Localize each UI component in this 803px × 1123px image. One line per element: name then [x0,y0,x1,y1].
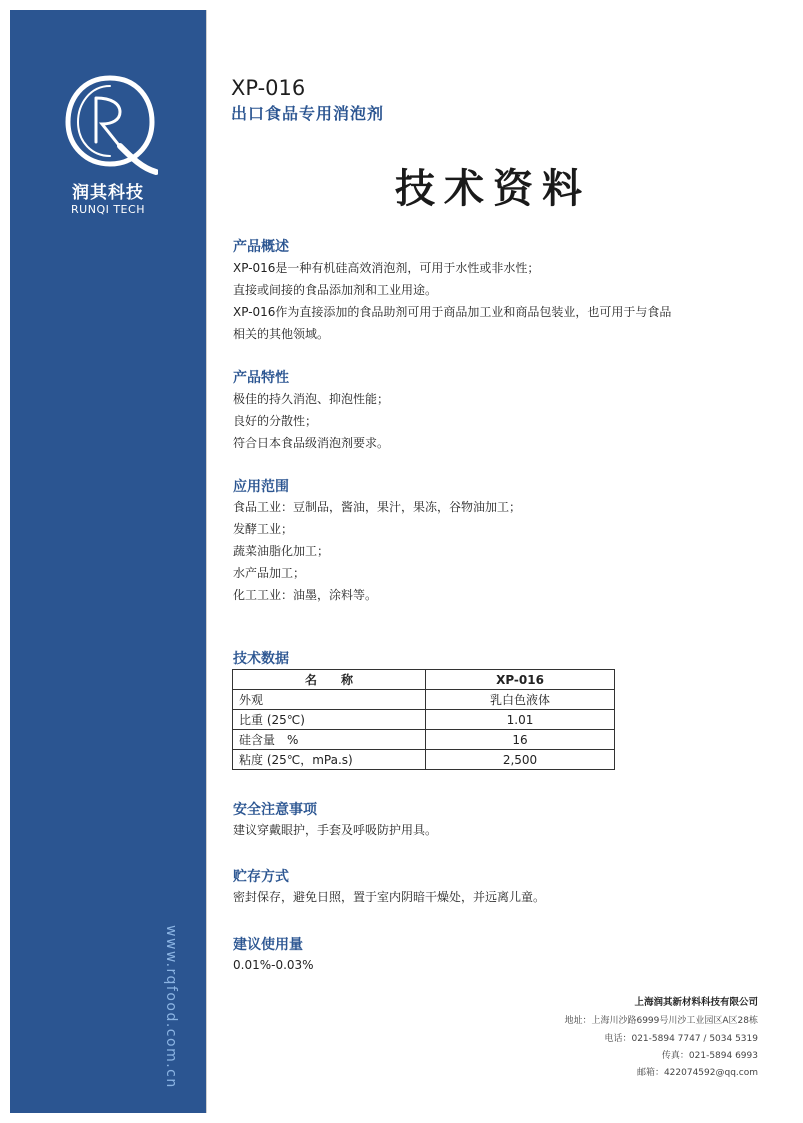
text-line: 建议穿戴眼护，手套及呼吸防护用具。 [233,823,438,837]
table-cell: 比重 (25℃) [233,710,426,730]
table-row [233,730,615,750]
table-row [233,750,615,770]
company-name: 上海润其新材料科技有限公司 [634,997,758,1008]
text-line: 水产品加工； [233,566,306,580]
features-text [233,388,389,454]
page-divider [206,10,207,1113]
document-title: 技术资料 [395,166,591,212]
text-line: 符合日本食品级消泡剂要求。 [233,436,390,450]
table-cell: 硅含量 % [233,730,426,750]
company-phone: 电话：021-5894 7747 / 5034 5319 [604,1034,758,1044]
text-line: 化工工业：油墨，涂料等。 [233,588,378,602]
safety-heading: 安全注意事项 [233,802,317,818]
company-email[interactable]: 邮箱：422074592@qq.com [636,1068,758,1078]
text-line: XP-016是一种有机硅高效消泡剂，可用于水性或非水性； [233,261,540,275]
table-cell: 粘度 (25℃，mPa.s) [233,750,426,770]
text-line: 发酵工业； [233,522,294,536]
text-line: 密封保存，避免日照，置于室内阴暗干燥处，并远离儿童。 [233,890,546,904]
table-row [233,710,615,730]
tech-data-heading: 技术数据 [233,651,289,667]
text-line: 极佳的持久消泡、抑泡性能； [233,392,390,406]
company-logo-icon [62,72,158,176]
table-header-cell: 名 称 [233,670,426,690]
brand-name-cn: 润其科技 [72,183,144,203]
table-header-cell: XP-016 [426,670,615,690]
website-link[interactable]: www.rqfood.com.cn [163,925,179,1089]
dosage-text [233,954,314,976]
table-cell: 乳白色液体 [426,690,615,710]
company-fax: 传真：021-5894 6993 [661,1051,758,1061]
applications-text [233,496,521,606]
storage-text [233,886,545,908]
company-address: 地址：上海川沙路6999号川沙工业园区A区28栋 [564,1016,758,1026]
safety-text [233,819,437,841]
text-line: 相关的其他领域。 [233,327,330,341]
text-line: 直接或间接的食品添加剂和工业用途。 [233,283,438,297]
product-name: 出口食品专用消泡剂 [231,104,385,123]
text-line: XP-016作为直接添加的食品助剂可用于商品加工业和商品包装业，也可用于与食品 [233,305,672,319]
product-code: XP-016 [231,76,306,100]
tech-data-table [232,669,615,770]
brand-name-en: RUNQI TECH [71,203,145,216]
features-heading: 产品特性 [233,370,289,386]
text-line: 蔬菜油脂化加工； [233,544,330,558]
text-line: 食品工业：豆制品，酱油，果汁，果冻，谷物油加工； [233,500,522,514]
table-cell: 16 [426,730,615,750]
text-line: 良好的分散性； [233,414,318,428]
overview-text [233,257,671,345]
dosage-heading: 建议使用量 [233,937,303,953]
table-cell: 外观 [233,690,426,710]
text-line: 0.01%-0.03% [233,958,314,972]
table-cell: 1.01 [426,710,615,730]
storage-heading: 贮存方式 [233,869,289,885]
applications-heading: 应用范围 [233,479,289,495]
table-row [233,690,615,710]
table-header-row [233,670,615,690]
overview-heading: 产品概述 [233,239,289,255]
table-cell: 2,500 [426,750,615,770]
